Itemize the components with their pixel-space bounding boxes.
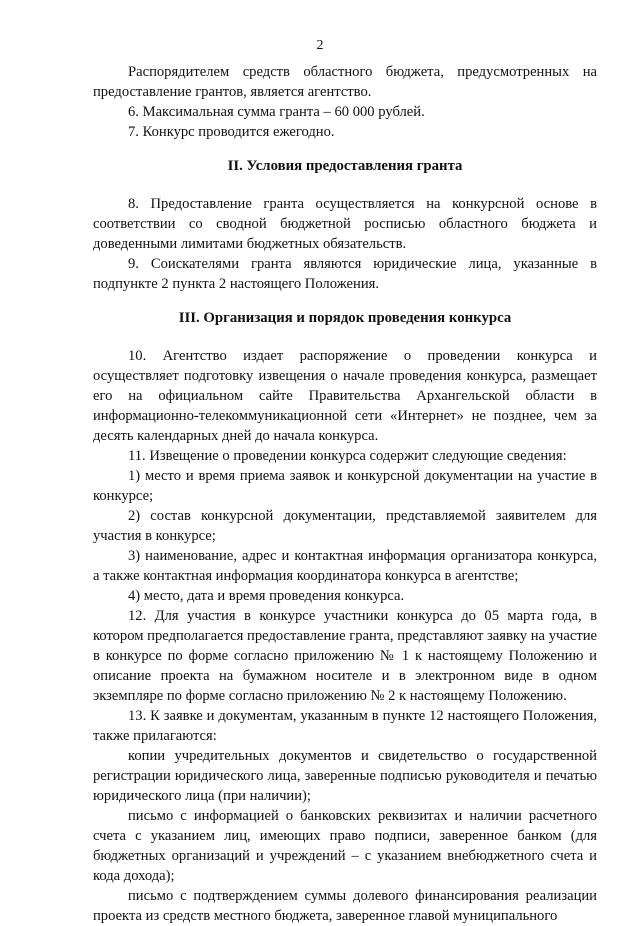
paragraph-agency-order: 10. Агентство издает распоряжение о проведении конкурса и осуществляет подготовку извещения о начале проведения конкурса, размещает его на официальном сайте Правительства Архангельской области в информационно-телекоммуникационной сети «Интернет» не позднее, чем за десять календарных дней до начала конкурса.	[93, 348, 597, 444]
section-heading-grant-conditions: II. Условия предоставления гранта	[227, 158, 463, 174]
list-item-founding-documents: копии учредительных документов и свидетельство о государственной регистрации юридического лица, заверенные подписью руководителя и печатью юридического лица (при наличии);	[93, 748, 597, 804]
paragraph-max-grant: 6. Максимальная сумма гранта – 60 000 рублей.	[128, 104, 425, 120]
section-heading-contest-procedure: III. Организация и порядок проведения конкурса	[178, 310, 512, 326]
paragraph-competitive-basis: 8. Предоставление гранта осуществляется на конкурсной основе в соответствии со сводной бюджетной росписью областного бюджета и доведенными лимитами бюджетных обязательств.	[93, 196, 597, 252]
list-item-place-time: 1) место и время приема заявок и конкурсной документации на участие в конкурсе;	[93, 468, 597, 504]
list-item-date-place: 4) место, дата и время проведения конкурса.	[128, 588, 405, 604]
paragraph-attachments: 13. К заявке и документам, указанным в пункте 12 настоящего Положения, также прилагаются:	[93, 708, 597, 744]
paragraph-application-deadline: 12. Для участия в конкурсе участники конкурса до 05 марта года, в котором предполагается предоставление гранта, представляют заявку на участие в конкурсе по форме согласно приложению № 1 к настоящему Положению и описание проекта на бумажном носителе и в электронном виде в одном экземпляре по форме согласно приложению № 2 к настоящему Положению.	[93, 608, 597, 704]
list-item-cofinancing-letter: письмо с подтверждением суммы долевого финансирования реализации проекта из средств местного бюджета, заверенное главой муниципального	[93, 888, 597, 924]
list-item-bank-details: письмо с информацией о банковских реквизитах и наличии расчетного счета с указанием лиц, имеющих право подписи, заверенное банком (для бюджетных организаций и учреждений – с указанием внебюджетного счета и кода дохода);	[93, 808, 597, 884]
list-item-organizer-contacts: 3) наименование, адрес и контактная информация организатора конкурса, а также контактная информация координатора конкурса в агентстве;	[93, 548, 597, 584]
paragraph-applicants: 9. Соискателями гранта являются юридические лица, указанные в подпункте 2 пункта 2 настоящего Положения.	[93, 256, 597, 292]
paragraph-annual-contest: 7. Конкурс проводится ежегодно.	[128, 124, 335, 140]
list-item-documentation: 2) состав конкурсной документации, представляемой заявителем для участия в конкурсе;	[93, 508, 597, 544]
document-body	[93, 62, 597, 926]
paragraph-budget-manager: Распорядителем средств областного бюджета, предусмотренных на предоставление грантов, является агентство.	[93, 64, 597, 100]
page-number: 2	[316, 38, 324, 53]
paragraph-notice-contents: 11. Извещение о проведении конкурса содержит следующие сведения:	[128, 448, 567, 464]
